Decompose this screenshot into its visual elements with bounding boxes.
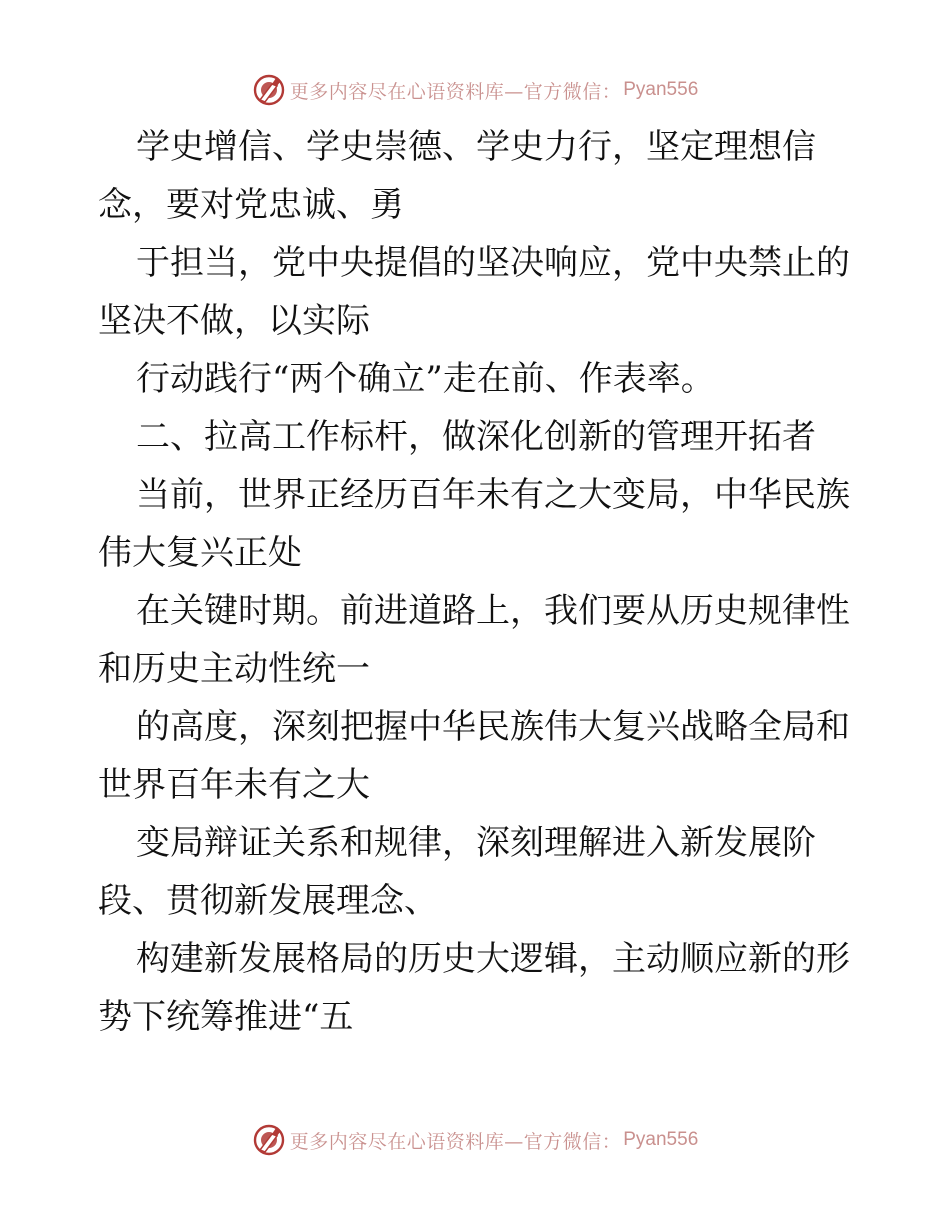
- text-line: 段、贯彻新发展理念、: [98, 881, 438, 921]
- footer-watermark-text: 更多内容尽在心语资料库—官方微信：: [289, 1130, 622, 1153]
- section-heading: 二、拉高工作标杆，做深化创新的管理开拓者: [136, 417, 816, 457]
- header-watermark-text: 更多内容尽在心语资料库—官方微信：: [289, 80, 622, 103]
- header-watermark-id: Pyan556: [623, 79, 699, 100]
- footer-watermark: [0, 1120, 950, 1160]
- text-line: 行动践行“两个确立”走在前、作表率。: [136, 359, 715, 399]
- text-line: 的高度，深刻把握中华民族伟大复兴战略全局和: [136, 707, 850, 747]
- text-line: 伟大复兴正处: [98, 533, 302, 573]
- pen-nib-logo-icon: [252, 73, 286, 107]
- footer-watermark-id: Pyan556: [623, 1129, 699, 1150]
- pen-nib-logo-icon: [252, 1123, 286, 1157]
- document-body: [98, 118, 868, 1046]
- text-line: 坚决不做，以实际: [98, 301, 370, 341]
- text-line: 念，要对党忠诚、勇: [98, 185, 404, 225]
- header-watermark: [0, 70, 950, 110]
- text-line: 于担当，党中央提倡的坚决响应，党中央禁止的: [136, 243, 850, 283]
- text-line: 构建新发展格局的历史大逻辑，主动顺应新的形: [136, 939, 850, 979]
- text-line: 世界百年未有之大: [98, 765, 370, 805]
- text-line: 势下统筹推进“五: [98, 997, 354, 1037]
- text-line: 和历史主动性统一: [98, 649, 370, 689]
- text-line: 变局辩证关系和规律，深刻理解进入新发展阶: [136, 823, 816, 863]
- text-line: 当前，世界正经历百年未有之大变局，中华民族: [136, 475, 850, 515]
- text-line: 学史增信、学史崇德、学史力行，坚定理想信: [136, 127, 816, 167]
- text-line: 在关键时期。前进道路上，我们要从历史规律性: [136, 591, 850, 631]
